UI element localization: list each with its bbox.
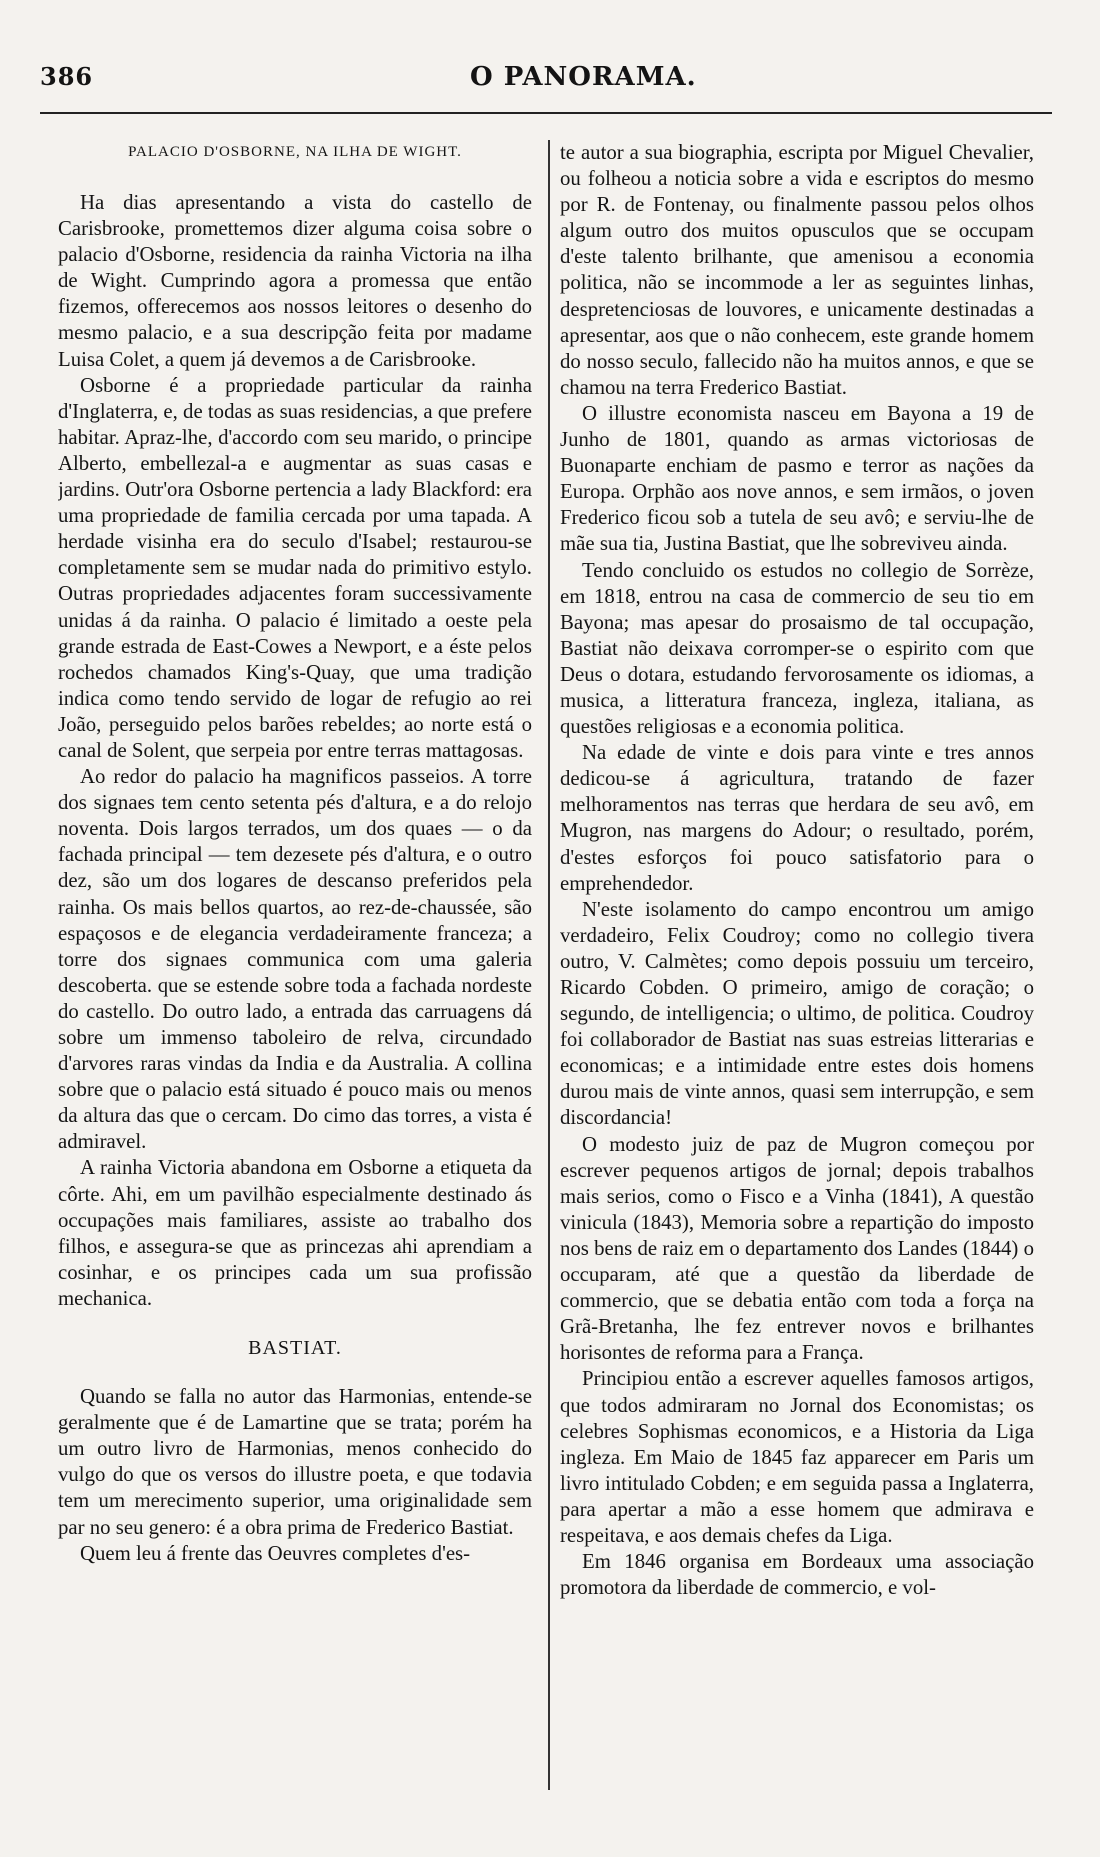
article-paragraph: O illustre economista nasceu em Bayona a 19 de Junho de 1801, quando as armas victoriosas de Buonaparte enchiam de pasmo e terror as nações da Europa. Orphão aos nove annos, e sem irmãos, o joven Frederico ficou sob a tutela de seu avô; e serviu-lhe de mãe sua tia, Justina Bastiat, que lhe sobreviveu ainda. [560,401,1034,556]
article-paragraph: N'este isolamento do campo encontrou um amigo verdadeiro, Felix Coudroy; como no collegio tivera outro, V. Calmètes; como depois possuiu um terceiro, Ricardo Cobden. O primeiro, amigo de coração; o segundo, de intelligencia; o ultimo, de politica. Coudroy foi collaborador de Bastiat nas suas estreias litterarias e economicas; e a intimidade entre estes dois homens durou mais de vinte annos, quasi sem interrupção, e sem discordancia! [560,897,1034,1130]
article-paragraph: Osborne é a propriedade particular da rainha d'Inglaterra, e, de todas as suas residencias, a que prefere habitar. Apraz-lhe, d'accordo com seu marido, o principe Alberto, embellezal-a e augmentar as suas casas e jardins. Outr'ora Osborne pertencia a lady Blackford: era uma propriedade de familia cercada por uma tapada. A herdade visinha era do seculo d'Isabel; restaurou-se completamente sem se mudar nada do primitivo estylo. Outras propriedades adjacentes foram successivamente unidas á da rainha. O palacio é limitado a oeste pela grande estrada de East-Cowes a Newport, e a éste pelos rochedos chamados King's-Quay, que uma tradição indica como tendo servido de logar de refugio ao rei João, perseguido pelos barões rebeldes; ao norte está o canal de Solent, que serpeia por entre terras mattagosas. [58,373,532,762]
running-title: O PANORAMA. [470,62,697,92]
left-column [58,140,532,1830]
column-divider [548,140,550,1790]
article-heading-bastiat: BASTIAT. [248,1337,342,1360]
article-paragraph-continued: te autor a sua biographia, escripta por Miguel Chevalier, ou folheou a noticia sobre a vida e escriptos do mesmo por R. de Fontenay, ou finalmente passou pelos olhos algum outro dos muitos opusculos que se occupam d'este talento brilhante, que amenisou a economia politica, não se incommode a ler as seguintes linhas, despretenciosas de louvores, e unicamente destinadas a apresentar, aos que o não conhecem, este grande homem do nosso seculo, fallecido não ha muitos annos, e que se chamou na terra Frederico Bastiat. [560,141,1034,399]
page-number: 386 [40,62,94,91]
header-rule [40,112,1052,114]
article-paragraph: Quem leu á frente das Oeuvres completes d'es- [80,1541,471,1565]
article-paragraph: Quando se falla no autor das Harmonias, entende-se geralmente que é de Lamartine que se trata; porém ha um outro livro de Harmonias, menos conhecido do vulgo do que os versos do illustre poeta, e que todavia tem um merecimento superior, uma originalidade sem par no seu genero: é a obra prima de Frederico Bastiat. [58,1385,532,1539]
article-paragraph: Tendo concluido os estudos no collegio de Sorrèze, em 1818, entrou na casa de commercio de seu tio em Bayona; mas apesar do prosaismo de tal occupação, Bastiat não deixava corromper-se o espirito com que Deus o dotara, estudando fervorosamente os idiomas, a musica, a litteratura franceza, ingleza, italiana, as questões religiosas e a economia politica. [560,558,1034,739]
article-paragraph: Principiou então a escrever aquelles famosos artigos, que todos admiraram no Jornal dos Economistas; os celebres Sophismas economicos, e a Historia da Liga ingleza. Em Maio de 1845 faz apparecer em Paris um livro intitulado Cobden; e em seguida passa a Inglaterra, para apertar a mão a esse homem que admirava e respeitava, e aos demais chefes da Liga. [560,1367,1034,1547]
article-paragraph: A rainha Victoria abandona em Osborne a etiqueta da côrte. Ahi, em um pavilhão especialmente destinado ás occupações mais familiares, assiste ao trabalho dos filhos, e assegura-se que as princezas ahi aprendiam a cosinhar, e os principes cada um sua profissão mechanica. [58,1156,532,1310]
page-header [40,62,1052,102]
article-paragraph: Em 1846 organisa em Bordeaux uma associação promotora da liberdade de commercio, e vol- [560,1550,1034,1600]
article-heading-osborne: PALACIO D'OSBORNE, NA ILHA DE WIGHT. [128,144,462,160]
article-paragraph: Na edade de vinte e dois para vinte e tres annos dedicou-se á agricultura, tratando de fazer melhoramentos nas terras que herdara de seu avô, em Mugron, nas margens do Adour; o resultado, porém, d'estes esforços foi pouco satisfatorio para o emprehendedor. [560,741,1034,895]
right-column [560,140,1034,1830]
article-paragraph: Ao redor do palacio ha magnificos passeios. A torre dos signaes tem cento setenta pés d'altura, e a do relojo noventa. Dois largos terrados, um dos quaes — o da fachada principal — tem dezesete pés d'altura, e o outro dez, são um dos logares de descanso preferidos pela rainha. Os mais bellos quartos, ao rez-de-chaussée, são espaçosos e de elegancia verdadeiramente franceza; a torre dos signaes communica com uma galeria descoberta. que se estende sobre toda a fachada nordeste do castello. Do outro lado, a entrada das carruagens dá sobre um immenso taboleiro de relva, circundado d'arvores raras vindas da India e da Australia. A collina sobre que o palacio está situado é pouco mais ou menos da altura das que o cercam. Do cimo das torres, a vista é admiravel. [58,765,532,1154]
article-paragraph: O modesto juiz de paz de Mugron começou por escrever pequenos artigos de jornal; depois trabalhos mais serios, como o Fisco e a Vinha (1841), A questão vinicula (1843), Memoria sobre a repartição do imposto nos bens de raiz em o departamento dos Landes (1844) o occuparam, até que a questão da liberdade de commercio, que se debatia então com toda a força na Grã-Bretanha, lhe fez entrever novos e brilhantes horisontes de reforma para a França. [560,1132,1034,1365]
article-paragraph: Ha dias apresentando a vista do castello de Carisbrooke, promettemos dizer alguma coisa sobre o palacio d'Osborne, residencia da rainha Victoria na ilha de Wight. Cumprindo agora a promessa que então fizemos, offerecemos aos nossos leitores o desenho do mesmo palacio, e a sua descripção feita por madame Luisa Colet, a quem já devemos a de Carisbrooke. [58,191,532,371]
